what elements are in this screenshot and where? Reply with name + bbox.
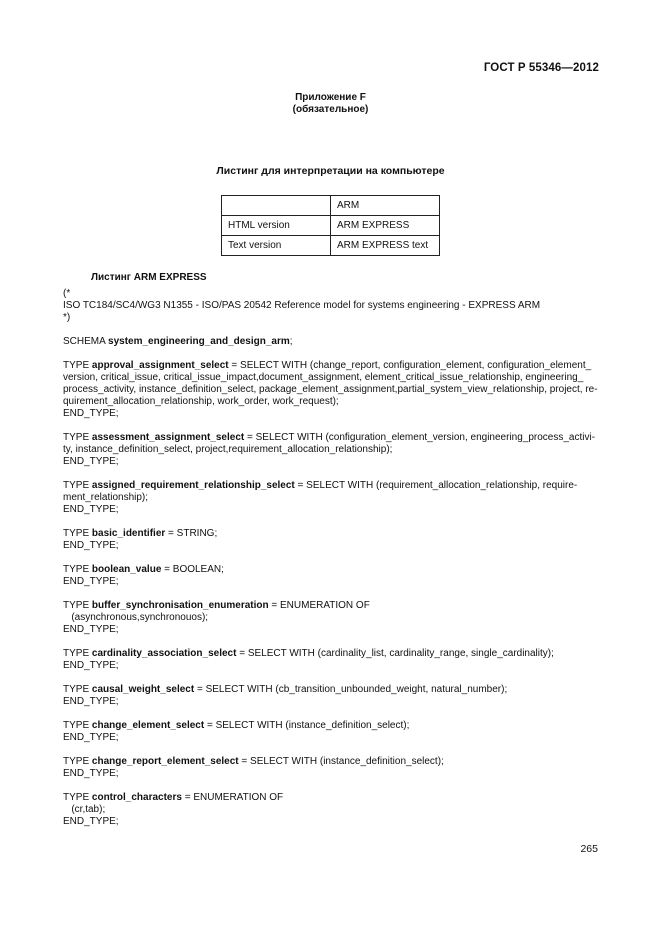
type-name: causal_weight_select (91, 684, 195, 695)
type-declaration: TYPE control_characters = ENUMERATION OF (63, 792, 284, 803)
type-name: assessment_assignment_select (91, 432, 245, 443)
type-body-line: quirement_allocation_relationship, work_order, work_request); (63, 396, 339, 407)
type-name: control_characters (91, 792, 182, 803)
type-declaration: TYPE causal_weight_select = SELECT WITH (cb_transition_unbounded_weight, natural_number); (63, 684, 508, 695)
table-row (222, 216, 440, 236)
table-row (222, 196, 440, 216)
type-declaration: TYPE assessment_assignment_select = SELECT WITH (configuration_element_version, engineering_process_activi- (63, 432, 596, 443)
standard-number: ГОСТ Р 55346—2012 (483, 62, 599, 74)
type-name: change_report_element_select (91, 756, 239, 767)
type-body-line: ty, instance_definition_select, project,requirement_allocation_relationship); (63, 444, 393, 455)
express-listing (63, 288, 603, 828)
appendix-status: (обязательное) (292, 104, 369, 115)
end-type: END_TYPE; (63, 660, 119, 671)
type-name: boolean_value (91, 564, 162, 575)
table-cell: ARM EXPRESS (331, 216, 440, 236)
type-declaration: TYPE cardinality_association_select = SELECT WITH (cardinality_list, cardinality_range, single_cardinality); (63, 648, 554, 659)
type-name: assigned_requirement_relationship_select (91, 480, 295, 491)
end-type: END_TYPE; (63, 456, 119, 467)
comment-close: *) (63, 312, 71, 323)
type-declaration: TYPE assigned_requirement_relationship_select = SELECT WITH (requirement_allocation_relationship, require- (63, 480, 578, 491)
type-name: buffer_synchronisation_enumeration (91, 600, 269, 611)
page-number: 265 (580, 843, 598, 855)
comment-open: (* (63, 288, 71, 299)
end-type: END_TYPE; (63, 624, 119, 635)
listing-heading: Листинг ARM EXPRESS (91, 272, 207, 283)
table-cell: Text version (222, 236, 331, 256)
type-declaration: TYPE basic_identifier = STRING; (63, 528, 218, 539)
table-cell (222, 196, 331, 216)
appendix-title: Приложение F (295, 92, 366, 103)
type-name: cardinality_association_select (91, 648, 237, 659)
table-cell: ARM EXPRESS text (331, 236, 440, 256)
type-name: change_element_select (91, 720, 205, 731)
type-body-line: process_activity, instance_definition_select, package_element_assignment,partial_system_view_relationship, project, re- (63, 384, 598, 395)
schema-line: SCHEMA system_engineering_and_design_arm; (63, 336, 293, 347)
type-body-line: version, critical_issue, critical_issue_impact,document_assignment, element_critical_issue_relationship, engineering_ (63, 372, 584, 383)
end-type: END_TYPE; (63, 540, 119, 551)
type-declaration: TYPE change_element_select = SELECT WITH (instance_definition_select); (63, 720, 410, 731)
end-type: END_TYPE; (63, 576, 119, 587)
appendix-heading (0, 92, 661, 116)
end-type: END_TYPE; (63, 408, 119, 419)
schema-name: system_engineering_and_design_arm (108, 336, 290, 347)
type-name: approval_assignment_select (91, 360, 229, 371)
type-body-line: (asynchronous,synchronouos); (63, 612, 209, 623)
table-row (222, 236, 440, 256)
type-body-line: (cr,tab); (63, 804, 106, 815)
type-body-line: ment_relationship); (63, 492, 149, 503)
type-name: basic_identifier (91, 528, 166, 539)
comment-text: ISO TC184/SC4/WG3 N1355 - ISO/PAS 20542 Reference model for systems engineering - EXPRESS ARM (63, 300, 541, 311)
type-declaration: TYPE buffer_synchronisation_enumeration = ENUMERATION OF (63, 600, 370, 611)
end-type: END_TYPE; (63, 768, 119, 779)
table-cell: HTML version (222, 216, 331, 236)
table-cell: ARM (331, 196, 440, 216)
type-declaration: TYPE approval_assignment_select = SELECT WITH (change_report, configuration_element, configuration_element_ (63, 360, 592, 371)
end-type: END_TYPE; (63, 504, 119, 515)
end-type: END_TYPE; (63, 696, 119, 707)
versions-table (221, 195, 440, 256)
type-declaration: TYPE boolean_value = BOOLEAN; (63, 564, 224, 575)
end-type: END_TYPE; (63, 816, 119, 827)
type-declaration: TYPE change_report_element_select = SELECT WITH (instance_definition_select); (63, 756, 444, 767)
section-title: Листинг для интерпретации на компьютере (216, 165, 445, 177)
end-type: END_TYPE; (63, 732, 119, 743)
